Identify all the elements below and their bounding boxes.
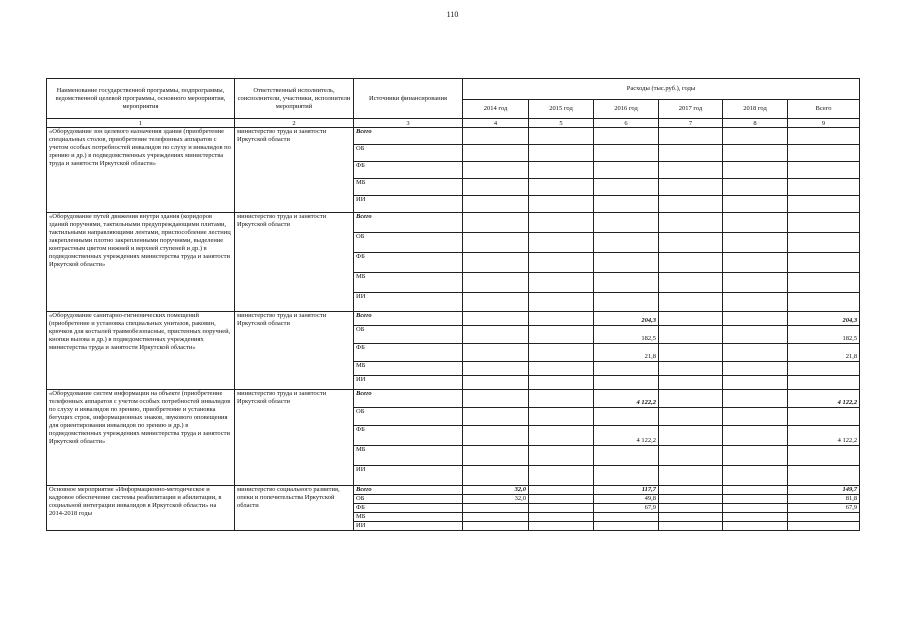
expense-value: 32,0 [463, 486, 529, 495]
expense-value [723, 326, 788, 344]
expense-value [529, 362, 594, 376]
header-year: 2016 год [594, 100, 659, 119]
header-expenses: Расходы (тыс.руб.), годы [463, 79, 860, 100]
expense-value [723, 179, 788, 196]
expense-value [529, 466, 594, 486]
expense-value [594, 522, 659, 531]
expense-value [659, 162, 723, 179]
expense-value [788, 293, 860, 312]
expense-value [723, 362, 788, 376]
expense-value [463, 446, 529, 466]
expense-value [463, 504, 529, 513]
expense-value [659, 253, 723, 273]
column-number: 6 [594, 119, 659, 128]
expense-value [463, 408, 529, 426]
expense-value [723, 344, 788, 362]
expense-value [529, 522, 594, 531]
expense-value: 182,5 [788, 326, 860, 344]
funding-source: Всего [354, 213, 463, 233]
expense-value: 4 122,2 [594, 390, 659, 408]
expense-value [659, 466, 723, 486]
expense-value [529, 128, 594, 145]
expense-value [788, 162, 860, 179]
expense-value [788, 513, 860, 522]
expense-value [463, 145, 529, 162]
expense-value [788, 446, 860, 466]
header-name: Наименование государственной программы, подпрограммы, ведомственной целевой программы, основного мероприятия, мероприятия [47, 79, 235, 119]
funding-source: МБ [354, 446, 463, 466]
expense-value [723, 293, 788, 312]
expense-value [723, 233, 788, 253]
expense-value [788, 466, 860, 486]
expense-value [529, 446, 594, 466]
funding-source: ОБ [354, 408, 463, 426]
column-number: 5 [529, 119, 594, 128]
expense-value [594, 446, 659, 466]
table-row [47, 213, 860, 233]
expense-value [723, 408, 788, 426]
page-number: 110 [446, 10, 459, 19]
expense-value: 67,9 [788, 504, 860, 513]
expense-value [659, 390, 723, 408]
funding-source: МБ [354, 273, 463, 293]
expense-value [529, 196, 594, 213]
funding-source: ОБ [354, 233, 463, 253]
executor: министерство труда и занятости Иркутской области [235, 312, 354, 390]
funding-source: ИИ [354, 196, 463, 213]
funding-source: МБ [354, 513, 463, 522]
funding-source: МБ [354, 362, 463, 376]
funding-source: Всего [354, 390, 463, 408]
funding-source: ОБ [354, 145, 463, 162]
measure-name: «Оборудование систем информации на объекте (приобретение телефонных аппаратов с учетом особых потребностей инвалидов по слуху и инвалидов по зрению, приобретение и установка бегущих строк, информационных знаков, звукового оповещения для ориентирования инвалидов по зрению и др.) в подведомственных учреждениях министерства труда и занятости Иркутской области» [47, 390, 235, 486]
expense-value [529, 213, 594, 233]
expense-value [659, 376, 723, 390]
column-number: 2 [235, 119, 354, 128]
funding-source: ОБ [354, 326, 463, 344]
expense-value: 182,5 [594, 326, 659, 344]
expense-value [659, 273, 723, 293]
header-year: 2017 год [659, 100, 723, 119]
expense-value [463, 273, 529, 293]
expense-value: 204,3 [594, 312, 659, 326]
executor: министерство труда и занятости Иркутской области [235, 213, 354, 312]
expense-value: 204,3 [788, 312, 860, 326]
expense-value [659, 145, 723, 162]
measure-name: «Оборудование путей движения внутри здания (коридоров зданий поручнями, тактильными предупреждающими плитами, тактильными направляющими лентами, приспособление лестниц закрепленными плотно закрепленными поручнями, выделение контрастным цветом нижней и верхней ступеней и др.) в подведомственных учреждениях министерства труда и занятости Иркутской области» [47, 213, 235, 312]
funding-source: ОБ [354, 495, 463, 504]
expense-value [594, 128, 659, 145]
expense-value [529, 426, 594, 446]
expense-value [463, 376, 529, 390]
executor: министерство труда и занятости Иркутской области [235, 128, 354, 213]
expense-value [723, 196, 788, 213]
funding-source: ФБ [354, 162, 463, 179]
column-number: 4 [463, 119, 529, 128]
funding-source: МБ [354, 179, 463, 196]
expense-value [463, 344, 529, 362]
column-number: 1 [47, 119, 235, 128]
expense-value [723, 162, 788, 179]
expense-value [463, 233, 529, 253]
expense-value [594, 273, 659, 293]
column-number: 3 [354, 119, 463, 128]
expense-value [594, 362, 659, 376]
expense-value [529, 162, 594, 179]
executor: министерство социального развития, опеки и попечительства Иркутской области [235, 486, 354, 531]
expense-value [529, 390, 594, 408]
expense-value [788, 145, 860, 162]
expense-value [529, 145, 594, 162]
expense-value: 117,7 [594, 486, 659, 495]
expense-value [723, 253, 788, 273]
expense-value [659, 426, 723, 446]
funding-source: Всего [354, 486, 463, 495]
funding-source: Всего [354, 128, 463, 145]
header-executor: Ответственный исполнитель, соисполнители, участники, исполнители мероприятий [235, 79, 354, 119]
expense-value [788, 233, 860, 253]
expense-value [788, 128, 860, 145]
expense-value [594, 376, 659, 390]
expense-value [723, 466, 788, 486]
expense-value [529, 408, 594, 426]
expense-value [463, 312, 529, 326]
expense-value [723, 426, 788, 446]
measure-name: Основное мероприятие «Информационно-методическое и кадровое обеспечение системы реабилитации и абилитации, в социальной интеграции инвалидов в Иркутской области» на 2014-2018 годы [47, 486, 235, 531]
funding-source: ИИ [354, 466, 463, 486]
expense-value [659, 344, 723, 362]
header-year: 2015 год [529, 100, 594, 119]
funding-source: ФБ [354, 253, 463, 273]
expense-value [529, 486, 594, 495]
expense-value: 49,8 [594, 495, 659, 504]
expense-value [529, 179, 594, 196]
expense-value [659, 446, 723, 466]
table-row [47, 486, 860, 495]
header-year: 2014 год [463, 100, 529, 119]
expense-value [529, 273, 594, 293]
funding-source: Всего [354, 312, 463, 326]
expense-value: 4 122,2 [594, 426, 659, 446]
expense-value [463, 513, 529, 522]
expense-value [594, 408, 659, 426]
expense-value: 4 122,2 [788, 390, 860, 408]
expense-value [463, 213, 529, 233]
header-year: Всего [788, 100, 860, 119]
expense-value [788, 213, 860, 233]
expense-value: 21,8 [788, 344, 860, 362]
expense-value [594, 196, 659, 213]
expense-value [659, 179, 723, 196]
expense-value [463, 362, 529, 376]
expense-value [463, 466, 529, 486]
expense-value [529, 326, 594, 344]
expense-value [659, 312, 723, 326]
expense-value: 32,0 [463, 495, 529, 504]
funding-source: ИИ [354, 522, 463, 531]
expense-value [594, 466, 659, 486]
expense-value: 81,8 [788, 495, 860, 504]
expense-value [723, 522, 788, 531]
expense-value: 67,9 [594, 504, 659, 513]
table-row [47, 390, 860, 408]
expense-value [463, 162, 529, 179]
expense-value [594, 213, 659, 233]
expense-value [529, 312, 594, 326]
expense-value [723, 128, 788, 145]
expense-value [463, 522, 529, 531]
table-row [47, 128, 860, 145]
expense-value [594, 253, 659, 273]
header-year: 2018 год [723, 100, 788, 119]
funding-source: ФБ [354, 504, 463, 513]
expense-value [723, 513, 788, 522]
expense-value [659, 128, 723, 145]
expense-value [529, 513, 594, 522]
expense-value [788, 362, 860, 376]
expense-value [723, 312, 788, 326]
expense-value [723, 504, 788, 513]
expense-value [723, 273, 788, 293]
expense-value [659, 213, 723, 233]
expense-value: 21,8 [594, 344, 659, 362]
expense-value [723, 390, 788, 408]
expense-value [659, 293, 723, 312]
expense-value [659, 504, 723, 513]
expense-value [463, 196, 529, 213]
executor: министерство труда и занятости Иркутской области [235, 390, 354, 486]
measure-name: «Оборудование зон целевого назначения здания (приобретение специальных столов, приобретение телефонных аппаратов с учетом особых потребностей инвалидов по слуху и инвалидов по зрению и др.) в подведомственных учреждениях министерства труда и занятости Иркутской области» [47, 128, 235, 213]
expense-value [463, 253, 529, 273]
expense-value [659, 408, 723, 426]
funding-source: ИИ [354, 376, 463, 390]
expense-value [788, 273, 860, 293]
expense-value [529, 233, 594, 253]
expense-value [463, 128, 529, 145]
expense-value [788, 179, 860, 196]
expense-value [788, 522, 860, 531]
expense-value [463, 326, 529, 344]
funding-source: ФБ [354, 426, 463, 446]
expense-value [594, 293, 659, 312]
expense-value [723, 145, 788, 162]
expense-value [659, 362, 723, 376]
expense-value: 4 122,2 [788, 426, 860, 446]
expense-value [529, 344, 594, 362]
expense-value [659, 513, 723, 522]
expense-value [659, 495, 723, 504]
header-source: Источники финансирования [354, 79, 463, 119]
expense-value [529, 253, 594, 273]
expense-value [659, 196, 723, 213]
expense-value [463, 293, 529, 312]
expense-value [788, 253, 860, 273]
expense-value [659, 486, 723, 495]
column-number: 7 [659, 119, 723, 128]
expense-value [594, 513, 659, 522]
expense-value [788, 408, 860, 426]
expense-value [594, 162, 659, 179]
expense-value [659, 522, 723, 531]
expense-value: 149,7 [788, 486, 860, 495]
table-row [47, 312, 860, 326]
expense-value [529, 376, 594, 390]
expense-value [788, 196, 860, 213]
expense-value [529, 495, 594, 504]
expense-value [529, 504, 594, 513]
expense-value [529, 293, 594, 312]
expense-value [723, 376, 788, 390]
expense-value [463, 426, 529, 446]
expense-value [659, 326, 723, 344]
column-number: 9 [788, 119, 860, 128]
expense-value [594, 179, 659, 196]
expense-value [463, 390, 529, 408]
expense-value [723, 495, 788, 504]
expense-value [723, 213, 788, 233]
expense-value [788, 376, 860, 390]
expense-value [594, 233, 659, 253]
expense-value [723, 486, 788, 495]
funding-source: ФБ [354, 344, 463, 362]
column-number: 8 [723, 119, 788, 128]
expenses-table [46, 78, 860, 531]
expense-value [723, 446, 788, 466]
funding-source: ИИ [354, 293, 463, 312]
measure-name: «Оборудование санитарно-гигиенических помещений (приобретение и установка специальных унитазов, раковин, крючков для костылей травмобезопасные, пристенных поручней, кнопки вызова и др.) в подведомственных учреждениях министерства труда и занятости Иркутской области» [47, 312, 235, 390]
expense-value [594, 145, 659, 162]
expense-value [463, 179, 529, 196]
expense-value [659, 233, 723, 253]
